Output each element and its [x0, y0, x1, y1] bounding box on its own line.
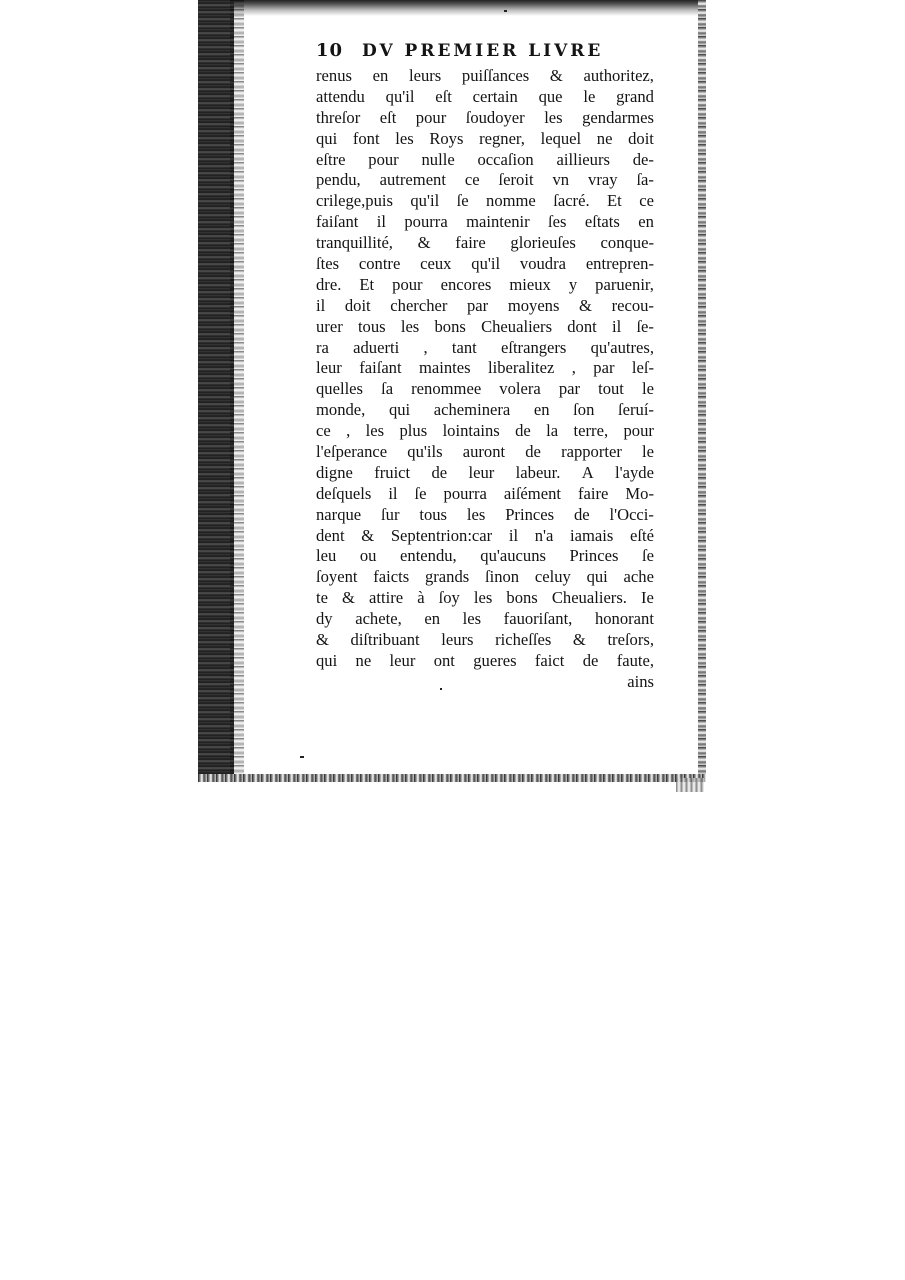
- text-line: quelles ſa renommee volera par tout le: [316, 379, 654, 399]
- text-line: faiſant il pourra maintenir ſes eſtats en: [316, 212, 654, 232]
- text-line: tranquillité, & faire glorieuſes conque-: [316, 233, 654, 253]
- text-line: renus en leurs puiſſances & authoritez,: [316, 66, 654, 85]
- text-line: digne fruict de leur labeur. A l'ayde: [316, 462, 654, 482]
- text-line: dre. Et pour encores mieux y paruenir,: [316, 274, 654, 294]
- text-line: narque ſur tous les Princes de l'Occi-: [316, 504, 654, 524]
- text-line: leur faiſant maintes liberalitez , par leſ-: [316, 358, 654, 378]
- text-line: eſtre pour nulle occaſion aillieurs de-: [316, 149, 654, 169]
- ink-speck: [300, 756, 304, 758]
- catchword: ains: [627, 671, 654, 691]
- text-line: ſoyent faicts grands ſinon celuy qui ache: [316, 567, 654, 587]
- scan-right-edge: [698, 0, 706, 782]
- body-text: [316, 66, 654, 672]
- page-text-block: [316, 40, 654, 693]
- text-line: dent & Septentrion:car il n'a iamais eſté: [316, 525, 654, 545]
- text-line: urer tous les bons Cheualiers dont il ſe-: [316, 316, 654, 336]
- text-line: dy achete, en les fauoriſant, honorant: [316, 609, 654, 629]
- text-line: monde, qui acheminera en ſon ſeruí-: [316, 400, 654, 420]
- running-title: DV PREMIER LIVRE: [362, 41, 604, 61]
- text-line: pendu, autrement ce ſeroit vn vray ſa-: [316, 170, 654, 190]
- running-head: [316, 40, 654, 66]
- text-line: threſor eſt pour ſoudoyer les gendarmes: [316, 107, 654, 127]
- text-line: l'eſperance qu'ils auront de rapporter le: [316, 442, 654, 462]
- text-line: attendu qu'il eſt certain que le grand: [316, 86, 654, 106]
- ink-speck: [440, 688, 442, 690]
- text-line: deſquels il ſe pourra aiſément faire Mo-: [316, 483, 654, 503]
- scan-bottom-edge: [198, 774, 706, 782]
- text-line: leu ou entendu, qu'aucuns Princes ſe: [316, 546, 654, 566]
- text-line: & diſtribuant leurs richeſſes & treſors,: [316, 630, 654, 650]
- ink-speck: [504, 10, 507, 12]
- text-line: te & attire à ſoy les bons Cheualiers. Ie: [316, 588, 654, 608]
- binding-gutter: [198, 0, 234, 782]
- text-line: ſtes contre ceux qu'il voudra entrepren-: [316, 254, 654, 274]
- page-number: 10: [316, 40, 344, 61]
- text-line: ra aduerti , tant eſtrangers qu'autres,: [316, 337, 654, 357]
- scan-fragment: [676, 778, 704, 792]
- text-line: qui font les Roys regner, lequel ne doit: [316, 128, 654, 148]
- scanned-page: [198, 0, 706, 782]
- text-line: qui ne leur ont gueres faict de faute,: [316, 650, 654, 670]
- scan-top-edge: [198, 0, 706, 16]
- text-line: crilege,puis qu'il ſe nomme ſacré. Et ce: [316, 191, 654, 211]
- text-line: ce , les plus lointains de la terre, pour: [316, 421, 654, 441]
- text-line: il doit chercher par moyens & recou-: [316, 295, 654, 315]
